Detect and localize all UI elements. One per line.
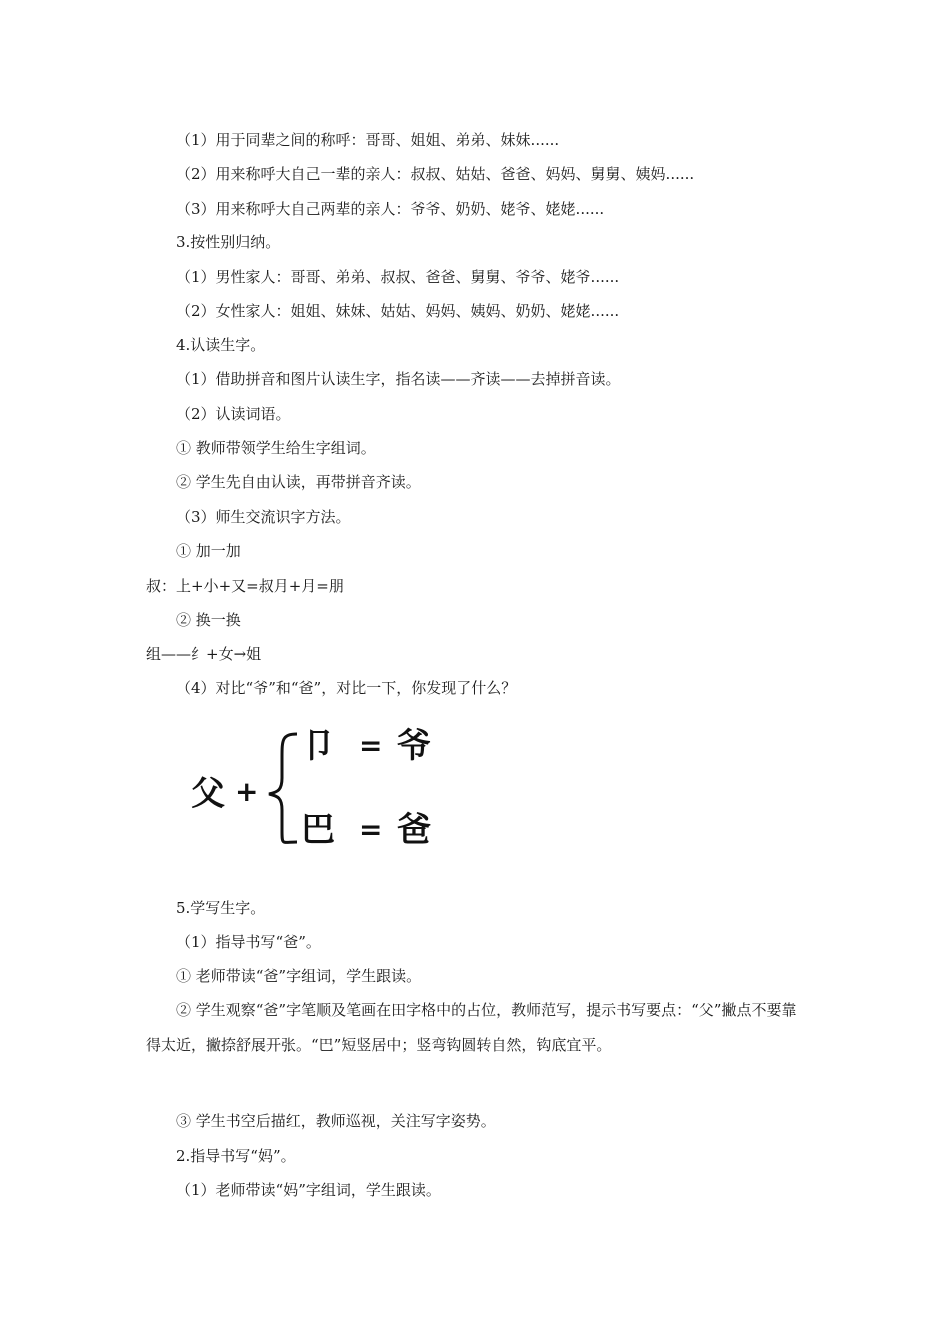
section-heading: 4.认读生字。 [176, 336, 266, 354]
text-line: ③ 学生书空后描红，教师巡视，关注写字姿势。 [176, 1112, 496, 1130]
plus-sign: + [235, 775, 259, 808]
section-heading: 3.按性别归纳。 [176, 233, 281, 251]
text-paragraph: ② 学生观察“爸”字笔顺及笔画在田字格中的占位，教师范写，提示书写要点：“父”撇点不要靠得太近，撇捺舒展开张。“巴”短竖居中；竖弯钩圆转自然，钩底宜平。 [146, 1001, 797, 1054]
text-line: （2）女性家人：姐姐、妹妹、姑姑、妈妈、姨妈、奶奶、姥姥...... [176, 302, 620, 320]
bottom-component: 巴 [301, 810, 335, 850]
text-line: （2）认读词语。 [176, 405, 291, 423]
top-result: 爷 [397, 726, 431, 766]
character-composition-diagram [185, 720, 455, 855]
text-line: （3）师生交流识字方法。 [176, 508, 351, 526]
text-line: （1）借助拼音和图片认读生字，指名读——齐读——去掉拼音读。 [176, 370, 621, 388]
section-heading: 2.指导书写“妈”。 [176, 1147, 296, 1165]
text-line: ② 学生先自由认读，再带拼音齐读。 [176, 473, 421, 491]
text-line: （1）用于同辈之间的称呼：哥哥、姐姐、弟弟、妹妹...... [176, 131, 560, 149]
text-line: ② 换一换 [176, 611, 241, 629]
bottom-equals: = [359, 813, 383, 846]
text-line: （4）对比“爷”和“爸”，对比一下，你发现了什么？ [176, 679, 517, 697]
text-line: （1）指导书写“爸”。 [176, 933, 321, 951]
top-equals: = [359, 729, 383, 762]
bottom-result: 爸 [397, 810, 431, 850]
base-character: 父 [191, 774, 225, 814]
top-component: 卩 [301, 726, 335, 766]
text-line: ① 教师带领学生给生字组词。 [176, 439, 376, 457]
text-line: 叔：上+小+又=叔月+月=朋 [146, 577, 344, 595]
text-line: （1）老师带读“妈”字组词，学生跟读。 [176, 1181, 441, 1199]
text-line: （3）用来称呼大自己两辈的亲人：爷爷、奶奶、姥爷、姥姥...... [176, 200, 605, 218]
section-heading: 5.学写生字。 [176, 899, 266, 917]
text-line: （1）男性家人：哥哥、弟弟、叔叔、爸爸、舅舅、爷爷、姥爷...... [176, 268, 620, 286]
text-line: （2）用来称呼大自己一辈的亲人：叔叔、姑姑、爸爸、妈妈、舅舅、姨妈...... [176, 165, 695, 183]
text-line: 组——纟+女→姐 [146, 645, 262, 663]
text-line: ① 老师带读“爸”字组词，学生跟读。 [176, 967, 422, 985]
text-line: ① 加一加 [176, 542, 241, 560]
